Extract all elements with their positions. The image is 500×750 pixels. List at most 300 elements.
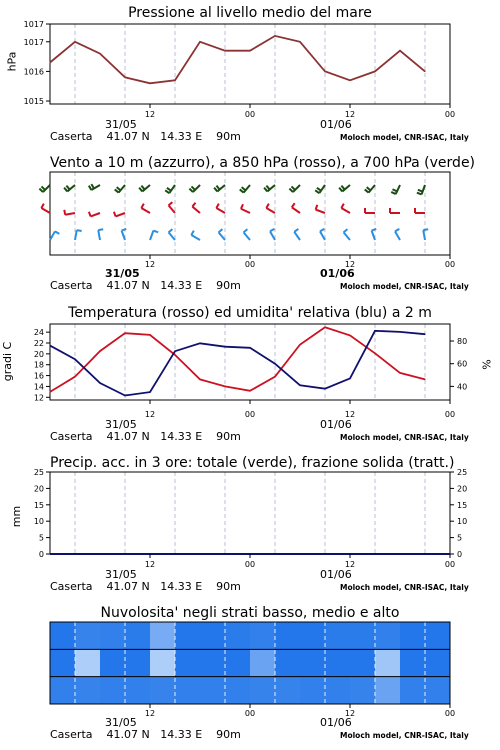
wind-barb-flag xyxy=(417,193,422,195)
cloud-cell xyxy=(100,677,126,704)
data-point xyxy=(49,553,50,554)
x-tick-label: 12 xyxy=(344,260,356,269)
wind-barb xyxy=(169,205,175,213)
cloud-cell xyxy=(375,649,401,676)
x-tick-label: 00 xyxy=(444,560,456,569)
model-credit: Moloch model, CNR-ISAC, Italy xyxy=(340,133,469,142)
data-point xyxy=(249,50,250,51)
y-tick-label: 80 xyxy=(457,337,468,347)
location-footer xyxy=(50,728,241,741)
temperature-ylabel: gradi C xyxy=(1,341,15,382)
data-point xyxy=(174,80,175,81)
y-tick-label: 25 xyxy=(457,468,468,477)
wind-barb-flag xyxy=(64,188,67,192)
wind-barb-flag xyxy=(264,188,267,192)
wind-barb-flag xyxy=(141,186,144,190)
pressure-chart xyxy=(0,0,500,150)
wind-barb-flag xyxy=(315,190,319,193)
wind-barb-flag xyxy=(240,189,244,192)
data-point xyxy=(399,372,400,373)
x-tick-label: 00 xyxy=(244,560,256,569)
y-tick-label: 1017 xyxy=(23,37,44,47)
wind-barb-flag xyxy=(289,189,293,193)
data-point xyxy=(149,83,150,84)
wind-barb-flag xyxy=(189,189,193,193)
data-point xyxy=(299,41,300,42)
wind-barb-flag xyxy=(317,188,321,191)
y-tick-label: 22 xyxy=(33,339,44,348)
data-point xyxy=(299,553,300,554)
precip-chart xyxy=(0,450,500,600)
cloud-cell xyxy=(425,677,451,704)
wind-barb xyxy=(266,208,275,213)
location-name: Caserta xyxy=(50,430,93,443)
data-point xyxy=(174,354,175,355)
wind-barb-flag xyxy=(66,186,69,190)
location-lon: 14.33 E xyxy=(160,580,203,593)
wind-barb-flag xyxy=(114,212,116,217)
data-point xyxy=(374,553,375,554)
pressure-ylabel: hPa xyxy=(5,51,19,72)
cloud-cell xyxy=(75,677,101,704)
pressure-panel xyxy=(0,0,500,150)
wind-barb-flag xyxy=(214,188,217,192)
data-point xyxy=(74,376,75,377)
location-alt: 90m xyxy=(216,728,241,741)
data-point xyxy=(74,41,75,42)
wind-barb-flag xyxy=(241,204,243,209)
cloud-cell xyxy=(300,649,326,676)
data-point xyxy=(99,553,100,554)
model-credit: Moloch model, CNR-ISAC, Italy xyxy=(340,731,469,740)
wind-barb-flag xyxy=(292,203,295,207)
y-tick-label: 18 xyxy=(33,360,44,370)
data-point xyxy=(324,553,325,554)
wind-barb-flag xyxy=(192,186,196,190)
humidity-ylabel: % xyxy=(480,359,494,370)
data-point xyxy=(399,553,400,554)
location-name: Caserta xyxy=(50,279,93,292)
cloud-cell xyxy=(300,622,326,649)
data-point xyxy=(224,346,225,347)
wind-barb-flag xyxy=(153,231,158,233)
x-tick-label: 12 xyxy=(144,410,156,419)
x-tick-label: 12 xyxy=(344,560,356,569)
data-point xyxy=(274,35,275,36)
precip-title: Precip. acc. in 3 ore: totale (verde), frazione solida (tratt.) xyxy=(50,455,455,471)
wind-barb xyxy=(341,208,350,213)
date-label: 01/06 xyxy=(320,118,352,131)
cloud-cell xyxy=(275,649,301,676)
humidity-line xyxy=(50,331,425,396)
cloud-cell xyxy=(425,649,451,676)
x-tick-label: 00 xyxy=(244,709,256,718)
data-point xyxy=(124,395,125,396)
wind-barb xyxy=(294,232,300,240)
cloud-cell xyxy=(350,622,376,649)
wind-barb xyxy=(116,213,125,216)
cloud-cell xyxy=(125,622,151,649)
temperature-line xyxy=(50,327,425,392)
data-point xyxy=(374,71,375,72)
data-point xyxy=(324,327,325,328)
data-point xyxy=(49,345,50,346)
date-label: 31/05 xyxy=(105,118,137,131)
wind-barb-flag xyxy=(39,189,43,193)
data-point xyxy=(174,351,175,352)
data-point xyxy=(74,359,75,360)
y-tick-label: 0 xyxy=(38,550,44,559)
wind-barb xyxy=(191,235,200,240)
y-tick-label: 60 xyxy=(457,359,468,369)
temperature-chart xyxy=(0,300,500,450)
wind-barb xyxy=(320,231,325,240)
location-name: Caserta xyxy=(50,728,93,741)
wind-barb xyxy=(141,208,150,213)
cloud-cell xyxy=(400,649,426,676)
wind-barb-flag xyxy=(372,229,377,231)
wind-barb-flag xyxy=(292,186,296,190)
wind-barb-flag xyxy=(316,205,318,210)
data-point xyxy=(149,334,150,335)
location-lon: 14.33 E xyxy=(160,279,203,292)
cloud-title: Nuvolosita' negli strati basso, medio e alto xyxy=(100,605,400,621)
wind-barb xyxy=(270,231,275,240)
cloud-cell xyxy=(125,677,151,704)
data-point xyxy=(249,347,250,348)
data-point xyxy=(424,334,425,335)
location-name: Caserta xyxy=(50,130,93,143)
wind-barb-flag xyxy=(122,229,127,231)
wind-barb-flag xyxy=(167,188,171,191)
date-label: 31/05 xyxy=(105,267,140,280)
y-tick-label: 1015 xyxy=(23,97,44,107)
data-point xyxy=(199,379,200,380)
wind-barb xyxy=(292,207,300,213)
cloud-cell xyxy=(400,622,426,649)
temperature-title: Temperatura (rosso) ed umidita' relativa (blu) a 2 m xyxy=(68,305,432,321)
data-point xyxy=(324,388,325,389)
wind-barb xyxy=(219,232,225,240)
data-point xyxy=(424,553,425,554)
data-point xyxy=(299,385,300,386)
wind-barb-flag xyxy=(64,210,65,215)
wind-barb-flag xyxy=(266,204,269,208)
x-tick-label: 00 xyxy=(444,410,456,419)
date-label: 01/06 xyxy=(320,716,352,729)
cloud-cell xyxy=(150,622,176,649)
wind-barb xyxy=(422,185,425,194)
data-point xyxy=(274,363,275,364)
location-lon: 14.33 E xyxy=(160,728,203,741)
wind-barb-flag xyxy=(216,204,219,208)
cloud-cell xyxy=(350,677,376,704)
data-point xyxy=(49,391,50,392)
y-tick-label: 5 xyxy=(457,533,463,543)
cloud-cell xyxy=(175,649,201,676)
cloud-cell xyxy=(100,649,126,676)
cloud-cell xyxy=(375,677,401,704)
data-point xyxy=(399,331,400,332)
cloud-cell xyxy=(75,622,101,649)
y-tick-label: 5 xyxy=(38,533,44,543)
x-tick-label: 00 xyxy=(444,260,456,269)
y-tick-label: 15 xyxy=(33,500,44,510)
cloud-cell xyxy=(425,622,451,649)
wind-barb-flag xyxy=(219,229,223,232)
wind-title: Vento a 10 m (azzurro), a 850 hPa (rosso), a 700 hPa (verde) xyxy=(50,155,476,171)
cloud-cell xyxy=(50,677,76,704)
data-point xyxy=(199,343,200,344)
wind-barb-flag xyxy=(423,229,428,230)
cloud-cell xyxy=(200,622,226,649)
cloud-cell xyxy=(75,649,101,676)
y-tick-label: 14 xyxy=(33,382,44,392)
cloud-cell xyxy=(150,677,176,704)
cloud-cell xyxy=(150,649,176,676)
wind-barb-flag xyxy=(89,186,92,190)
location-footer xyxy=(50,130,241,143)
wind-barb-flag xyxy=(191,231,194,235)
temperature-panel xyxy=(0,300,500,450)
data-point xyxy=(224,553,225,554)
y-tick-label: 25 xyxy=(33,468,44,477)
y-tick-label: 20 xyxy=(457,484,468,494)
wind-barb xyxy=(216,208,225,213)
wind-barb-flag xyxy=(244,229,248,232)
location-lat: 41.07 N xyxy=(106,130,150,143)
wind-barb-flag xyxy=(391,192,396,194)
wind-barb-flag xyxy=(216,186,219,190)
wind-barb-flag xyxy=(41,204,44,208)
wind-barb-flag xyxy=(169,229,173,232)
wind-panel xyxy=(0,150,500,300)
data-point xyxy=(374,330,375,331)
cloud-cell xyxy=(50,622,76,649)
wind-barb xyxy=(396,185,400,194)
location-lon: 14.33 E xyxy=(160,430,203,443)
cloud-cell xyxy=(375,622,401,649)
data-point xyxy=(124,333,125,334)
cloud-cell xyxy=(325,622,351,649)
wind-barb-flag xyxy=(89,212,91,217)
location-alt: 90m xyxy=(216,130,241,143)
wind-barb xyxy=(192,207,200,213)
cloud-cell xyxy=(350,649,376,676)
wind-barb xyxy=(91,213,100,216)
date-label: 31/05 xyxy=(105,418,137,431)
cloud-cell xyxy=(250,677,276,704)
wind-barb-flag xyxy=(341,186,344,190)
location-footer xyxy=(50,430,241,443)
model-credit: Moloch model, CNR-ISAC, Italy xyxy=(340,282,469,291)
pressure-line xyxy=(50,36,425,83)
cloud-cell xyxy=(200,649,226,676)
wind-barb xyxy=(41,208,50,213)
location-name: Caserta xyxy=(50,580,93,593)
wind-barb xyxy=(98,230,100,240)
cloud-cell xyxy=(250,622,276,649)
wind-barb-flag xyxy=(294,229,298,232)
wind-barb-flag xyxy=(270,229,274,232)
x-tick-label: 12 xyxy=(144,260,156,269)
x-tick-label: 12 xyxy=(344,110,356,119)
wind-barb xyxy=(50,231,55,240)
cloud-cell xyxy=(275,677,301,704)
data-point xyxy=(349,378,350,379)
model-credit: Moloch model, CNR-ISAC, Italy xyxy=(340,433,469,442)
wind-barb-flag xyxy=(393,189,398,191)
location-alt: 90m xyxy=(216,279,241,292)
wind-barb xyxy=(169,232,175,240)
wind-barb-flag xyxy=(139,188,142,192)
location-lat: 41.07 N xyxy=(106,728,150,741)
wind-barb-flag xyxy=(367,187,371,190)
wind-barb-flag xyxy=(266,186,269,190)
wind-barb xyxy=(122,231,125,240)
data-point xyxy=(299,344,300,345)
data-point xyxy=(399,50,400,51)
wind-barb-flag xyxy=(344,229,348,232)
x-tick-label: 12 xyxy=(144,560,156,569)
cloud-cell xyxy=(225,677,251,704)
location-alt: 90m xyxy=(216,580,241,593)
wind-barb-flag xyxy=(341,204,344,208)
data-point xyxy=(99,351,100,352)
cloud-cell xyxy=(200,677,226,704)
data-point xyxy=(174,553,175,554)
cloud-cell xyxy=(175,677,201,704)
data-point xyxy=(149,391,150,392)
location-footer xyxy=(50,580,241,593)
data-point xyxy=(349,335,350,336)
cloud-cell xyxy=(250,649,276,676)
model-credit: Moloch model, CNR-ISAC, Italy xyxy=(340,583,469,592)
y-tick-label: 10 xyxy=(457,517,468,527)
plot-frame xyxy=(50,472,450,554)
wind-barb-flag xyxy=(242,187,246,190)
wind-barb-flag xyxy=(339,188,342,192)
date-label: 01/06 xyxy=(320,267,355,280)
y-tick-label: 15 xyxy=(457,500,468,510)
data-point xyxy=(124,553,125,554)
wind-barb-flag xyxy=(395,229,399,232)
y-tick-label: 20 xyxy=(33,349,44,359)
wind-barb-flag xyxy=(169,202,173,205)
cloud-cell xyxy=(325,649,351,676)
cloud-cell xyxy=(275,622,301,649)
x-tick-label: 00 xyxy=(444,110,456,119)
wind-barb-flag xyxy=(91,184,94,188)
x-tick-label: 12 xyxy=(144,110,156,119)
wind-barb xyxy=(241,209,250,213)
x-tick-label: 12 xyxy=(144,709,156,718)
location-lat: 41.07 N xyxy=(106,580,150,593)
wind-barb-flag xyxy=(192,203,195,207)
cloud-cell xyxy=(175,622,201,649)
data-point xyxy=(274,376,275,377)
date-label: 31/05 xyxy=(105,568,137,581)
data-point xyxy=(224,50,225,51)
data-point xyxy=(199,41,200,42)
data-point xyxy=(324,71,325,72)
y-tick-label: 12 xyxy=(33,393,44,403)
wind-barb xyxy=(316,210,325,213)
y-tick-label: 24 xyxy=(33,328,44,338)
location-alt: 90m xyxy=(216,430,241,443)
location-footer xyxy=(50,279,241,292)
y-tick-label: 1016 xyxy=(23,67,44,77)
x-tick-label: 00 xyxy=(244,410,256,419)
cloud-cell xyxy=(100,622,126,649)
date-label: 31/05 xyxy=(105,716,137,729)
data-point xyxy=(74,553,75,554)
x-tick-label: 00 xyxy=(244,260,256,269)
wind-barb-flag xyxy=(165,190,169,193)
wind-barb xyxy=(244,232,250,240)
data-point xyxy=(349,80,350,81)
wind-barb xyxy=(372,231,375,240)
data-point xyxy=(374,353,375,354)
cloud-cell xyxy=(400,677,426,704)
data-point xyxy=(124,77,125,78)
y-tick-label: 10 xyxy=(33,517,44,527)
location-lat: 41.07 N xyxy=(106,279,150,292)
data-point xyxy=(274,553,275,554)
y-tick-label: 0 xyxy=(457,550,463,559)
location-lat: 41.07 N xyxy=(106,430,150,443)
wind-barb xyxy=(65,213,75,215)
data-point xyxy=(99,53,100,54)
data-point xyxy=(199,553,200,554)
x-tick-label: 00 xyxy=(444,709,456,718)
x-tick-label: 12 xyxy=(344,709,356,718)
pressure-title: Pressione al livello medio del mare xyxy=(128,5,372,21)
location-lon: 14.33 E xyxy=(160,130,203,143)
data-point xyxy=(224,386,225,387)
cloud-cell xyxy=(300,677,326,704)
cloud-cell xyxy=(225,649,251,676)
wind-barb-flag xyxy=(77,230,82,231)
cloud-cell xyxy=(50,649,76,676)
wind-barb xyxy=(395,231,400,240)
precip-ylabel: mm xyxy=(10,505,24,528)
wind-barb-flag xyxy=(55,231,59,234)
wind-barb-flag xyxy=(365,189,369,192)
y-tick-label: 1017 xyxy=(23,20,44,29)
y-tick-label: 40 xyxy=(457,382,468,392)
x-tick-label: 00 xyxy=(244,110,256,119)
data-point xyxy=(99,382,100,383)
wind-barb xyxy=(150,231,153,240)
date-label: 01/06 xyxy=(320,568,352,581)
cloud-cell xyxy=(325,677,351,704)
wind-barb xyxy=(344,232,350,240)
cloud-panel xyxy=(0,600,500,750)
precip-panel xyxy=(0,450,500,600)
wind-barb-flag xyxy=(98,229,103,230)
wind-barb-flag xyxy=(320,229,324,232)
cloud-cell xyxy=(225,622,251,649)
cloud-cell xyxy=(125,649,151,676)
x-tick-label: 12 xyxy=(344,410,356,419)
data-point xyxy=(249,390,250,391)
wind-chart xyxy=(0,150,500,300)
wind-barb-flag xyxy=(418,190,423,192)
wind-barb-flag xyxy=(141,204,144,208)
data-point xyxy=(424,379,425,380)
wind-barb-flag xyxy=(115,189,119,192)
